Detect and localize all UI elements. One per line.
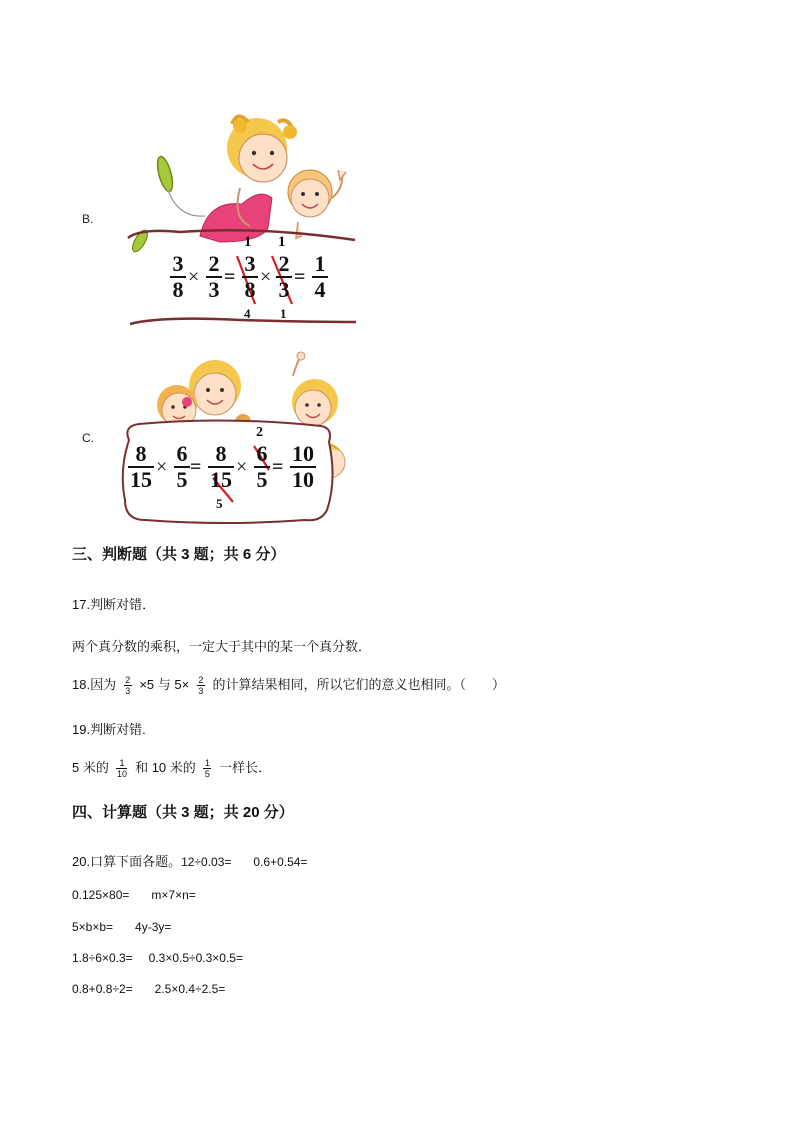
q19-prefix: 5 米的 [72,760,109,775]
q20-r2-b: m×7×n= [151,888,196,902]
q18-fraction-2 [197,675,205,696]
eq-b-f4-top: 1 [278,234,286,250]
eq-b-f1-num: 3 [172,251,184,276]
eq-b-equals-2: = [294,266,306,288]
eq-b-times-1: × [188,266,200,288]
eq-b-equals-1: = [224,266,236,288]
q19-frac2-num: 1 [204,758,210,769]
girl-illustration [130,116,297,253]
question-17-title: 17.判断对错． [72,597,156,612]
option-c-label: C. [82,431,94,445]
q20-r2-a: 0.125×80= [72,888,130,902]
option-b-equation [168,234,338,322]
eq-b-f4-num: 2 [278,251,290,276]
q20-r3-a: 5×b×b= [72,920,114,934]
eq-c-f4-den: 5 [256,467,268,492]
option-b-label: B. [82,212,94,226]
eq-b-f2-num: 2 [208,251,220,276]
eq-c-equals-1: = [190,456,202,478]
eq-c-times-1: × [156,456,168,478]
q18-mid: ×5 与 5× [139,677,190,692]
eq-b-f2-den: 3 [208,277,220,302]
q18-frac1-num: 2 [125,675,131,686]
q20-r1-a: 12÷0.03= [181,855,232,869]
q20-r1-b: 0.6+0.54= [253,855,308,869]
q18-frac2-den: 3 [198,686,204,697]
q18-fraction-1 [124,675,132,696]
eq-c-f2-den: 5 [176,467,188,492]
q19-suffix: 一样长． [219,760,272,775]
question-20-row-4 [72,951,243,965]
q20-prefix: 20.口算下面各题。 [72,854,182,869]
question-19-title: 19.判断对错. [72,722,146,737]
eq-c-f2-num: 6 [176,441,188,466]
eq-c-f4-top: 2 [256,425,263,440]
eq-b-f1-den: 8 [172,277,184,302]
q19-mid: 和 10 米的 [135,760,196,775]
question-20-row-2 [72,888,196,902]
eq-b-times-2: × [260,266,272,288]
eq-b-f3-top: 1 [244,234,252,250]
question-19-statement [72,757,271,779]
eq-b-f5-num: 1 [314,251,326,276]
eq-c-f3-den: 15 [210,467,232,492]
q19-fraction-1 [116,758,127,779]
eq-c-f5-den: 10 [292,467,314,492]
question-17-statement: 两个真分数的乘积，一定大于其中的某一个真分数． [72,639,372,654]
q18-frac2-num: 2 [198,675,204,686]
q19-frac1-den: 10 [116,769,127,780]
eq-b-f3-bot: 4 [244,306,251,321]
question-20-row-1 [72,851,307,870]
section-4-heading: 四、计算题（共 3 题；共 20 分） [72,804,294,821]
q18-suffix: 的计算结果相同，所以它们的意义也相同。（ ） [212,677,505,692]
question-20-row-3 [72,920,171,934]
question-20-row-5 [72,982,225,996]
eq-b-f3-den: 8 [244,277,256,302]
eq-c-f5-num: 10 [292,441,314,466]
q20-r5-b: 2.5×0.4÷2.5= [154,982,226,996]
eq-b-f4-den: 3 [278,277,290,302]
eq-c-f1-den: 15 [130,467,152,492]
eq-b-f3-num: 3 [244,251,256,276]
q20-r5-a: 0.8+0.8÷2= [72,982,133,996]
q19-frac1-num: 1 [119,758,125,769]
q20-r3-b: 4y-3y= [135,920,172,934]
eq-b-f5-den: 4 [314,277,326,302]
eq-c-f3-num: 8 [215,441,227,466]
q20-r4-b: 0.3×0.5÷0.3×0.5= [148,951,243,965]
eq-c-equals-2: = [272,456,284,478]
eq-c-f3-bot: 5 [216,496,223,511]
question-18 [72,674,505,696]
eq-b-f4-bot: 1 [280,306,287,321]
eq-c-f1-num: 8 [135,441,147,466]
eq-c-times-2: × [236,456,248,478]
eq-c-f4-num: 6 [256,441,268,466]
q18-frac1-den: 3 [125,686,131,697]
section-3-heading: 三、判断题（共 3 题；共 6 分） [72,546,286,563]
q19-fraction-2 [203,758,211,779]
q18-prefix: 18.因为 [72,677,117,692]
boy-illustration [288,170,346,238]
option-c-equation [126,425,326,512]
q19-frac2-den: 5 [204,769,210,780]
q20-r4-a: 1.8÷6×0.3= [72,951,133,965]
